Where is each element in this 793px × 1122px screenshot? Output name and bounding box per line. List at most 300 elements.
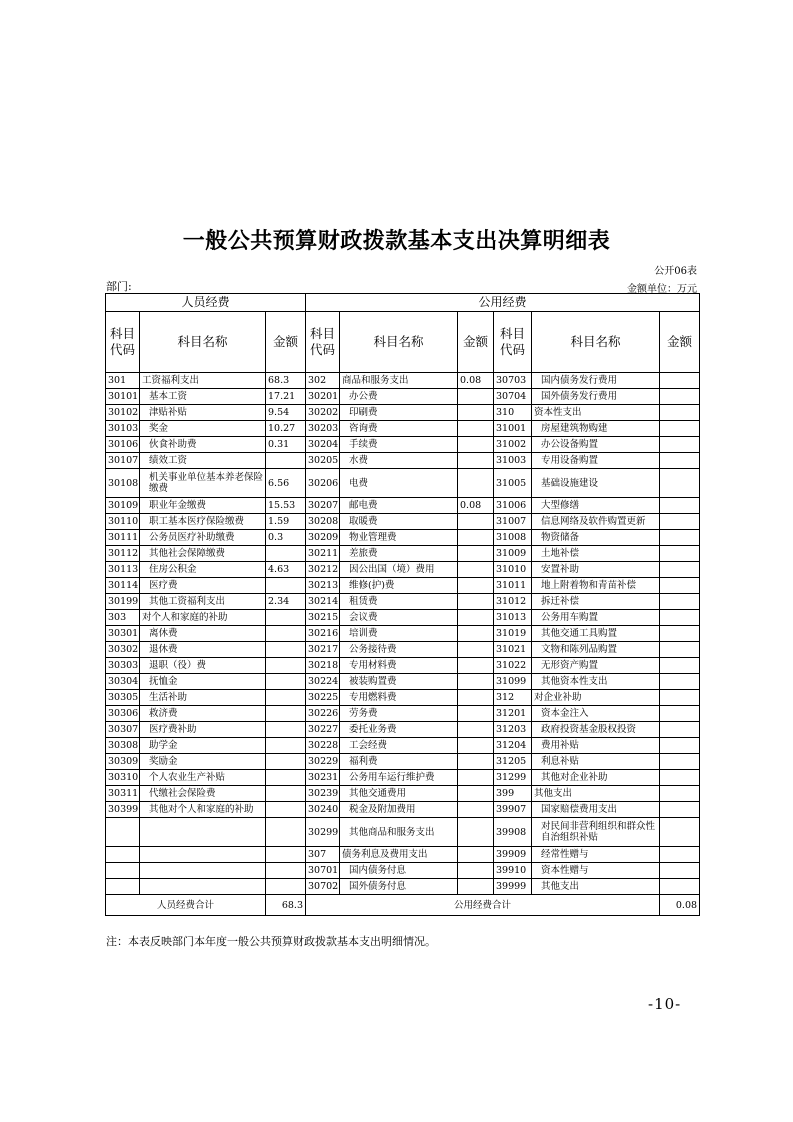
amount-cell: 0.08: [458, 373, 494, 389]
code-cell: 30212: [306, 562, 340, 578]
code-cell: 30704: [494, 389, 532, 405]
code-cell: 31203: [494, 722, 532, 738]
personnel-total-value: 68.3: [266, 895, 306, 916]
code-cell: 31204: [494, 738, 532, 754]
code-cell: 30214: [306, 594, 340, 610]
name-cell: 其他对企业补助: [532, 770, 660, 786]
name-cell: 离休费: [140, 626, 266, 642]
name-cell: 公务接待费: [340, 642, 458, 658]
amount-cell: [660, 786, 700, 802]
code-cell: 30102: [106, 405, 140, 421]
table-row: [106, 642, 700, 658]
amount-cell: [660, 674, 700, 690]
table-row: [106, 546, 700, 562]
table-row: [106, 802, 700, 818]
name-cell: 救济费: [140, 706, 266, 722]
code-cell: 30311: [106, 786, 140, 802]
name-cell: 抚恤金: [140, 674, 266, 690]
amount-cell: [660, 469, 700, 498]
code-cell: 30303: [106, 658, 140, 674]
amount-cell: [458, 754, 494, 770]
amount-cell: [660, 847, 700, 863]
amount-cell: [458, 706, 494, 722]
name-cell: 会议费: [340, 610, 458, 626]
expenditure-detail-table: [105, 293, 700, 916]
name-cell: 邮电费: [340, 498, 458, 514]
amount-cell: [660, 562, 700, 578]
name-cell: 大型修缮: [532, 498, 660, 514]
name-cell: 生活补助: [140, 690, 266, 706]
amount-cell: [266, 626, 306, 642]
code-cell: 30206: [306, 469, 340, 498]
name-cell: [140, 818, 266, 847]
name-cell: 其他商品和服务支出: [340, 818, 458, 847]
code-cell: 31299: [494, 770, 532, 786]
name-cell: 经常性赠与: [532, 847, 660, 863]
code-cell: 39909: [494, 847, 532, 863]
name-cell: 安置补助: [532, 562, 660, 578]
col-header-amount: 金额: [458, 312, 494, 373]
code-cell: 30224: [306, 674, 340, 690]
amount-cell: [660, 389, 700, 405]
code-cell: 31009: [494, 546, 532, 562]
code-cell: 30215: [306, 610, 340, 626]
name-cell: 伙食补助费: [140, 437, 266, 453]
amount-cell: [266, 754, 306, 770]
code-cell: 303: [106, 610, 140, 626]
name-cell: 助学金: [140, 738, 266, 754]
code-cell: 30101: [106, 389, 140, 405]
amount-cell: 4.63: [266, 562, 306, 578]
amount-cell: [458, 610, 494, 626]
name-cell: 印刷费: [340, 405, 458, 421]
code-cell: 30216: [306, 626, 340, 642]
name-cell: 资本性赠与: [532, 863, 660, 879]
table-row: [106, 405, 700, 421]
name-cell: 物业管理费: [340, 530, 458, 546]
public-total-label: 公用经费合计: [306, 895, 660, 916]
code-cell: 31001: [494, 421, 532, 437]
code-cell: 30205: [306, 453, 340, 469]
code-cell: 30306: [106, 706, 140, 722]
amount-cell: 2.34: [266, 594, 306, 610]
name-cell: 公务用车运行维护费: [340, 770, 458, 786]
col-header-amount: 金额: [660, 312, 700, 373]
code-cell: 31201: [494, 706, 532, 722]
table-row: [106, 389, 700, 405]
name-cell: 其他社会保障缴费: [140, 546, 266, 562]
amount-cell: 6.56: [266, 469, 306, 498]
amount-cell: [660, 770, 700, 786]
col-header-code: 科目代码: [306, 312, 340, 373]
table-row: [106, 674, 700, 690]
amount-cell: 9.54: [266, 405, 306, 421]
name-cell: 资本金注入: [532, 706, 660, 722]
amount-cell: [266, 706, 306, 722]
amount-cell: [660, 610, 700, 626]
amount-cell: [458, 578, 494, 594]
code-cell: 30310: [106, 770, 140, 786]
code-cell: 30217: [306, 642, 340, 658]
code-cell: 30304: [106, 674, 140, 690]
name-cell: 其他支出: [532, 879, 660, 895]
name-cell: 利息补贴: [532, 754, 660, 770]
name-cell: 无形资产购置: [532, 658, 660, 674]
name-cell: 对个人和家庭的补助: [140, 610, 266, 626]
name-cell: 拆迁补偿: [532, 594, 660, 610]
amount-cell: 1.59: [266, 514, 306, 530]
amount-cell: [660, 514, 700, 530]
name-cell: 其他支出: [532, 786, 660, 802]
code-cell: 30225: [306, 690, 340, 706]
name-cell: 专用燃料费: [340, 690, 458, 706]
code-cell: 39999: [494, 879, 532, 895]
code-cell: 31205: [494, 754, 532, 770]
name-cell: 税金及附加费用: [340, 802, 458, 818]
name-cell: 国内债务付息: [340, 863, 458, 879]
code-cell: 30703: [494, 373, 532, 389]
code-cell: 31012: [494, 594, 532, 610]
code-cell: 31005: [494, 469, 532, 498]
amount-cell: [458, 389, 494, 405]
page-title: 一般公共预算财政拨款基本支出决算明细表: [182, 229, 611, 254]
name-cell: 租赁费: [340, 594, 458, 610]
name-cell: 职工基本医疗保险缴费: [140, 514, 266, 530]
amount-cell: [660, 421, 700, 437]
name-cell: 取暖费: [340, 514, 458, 530]
code-cell: 30112: [106, 546, 140, 562]
code-cell: 30211: [306, 546, 340, 562]
amount-cell: [458, 594, 494, 610]
name-cell: 退休费: [140, 642, 266, 658]
amount-cell: [458, 674, 494, 690]
amount-cell: [458, 818, 494, 847]
code-cell: 39910: [494, 863, 532, 879]
code-cell: 30307: [106, 722, 140, 738]
table-row: [106, 469, 700, 498]
amount-cell: [458, 421, 494, 437]
name-cell: 住房公积金: [140, 562, 266, 578]
amount-cell: [458, 514, 494, 530]
name-cell: [140, 847, 266, 863]
name-cell: 物资储备: [532, 530, 660, 546]
code-cell: 30113: [106, 562, 140, 578]
code-cell: 30110: [106, 514, 140, 530]
col-header-code: 科目代码: [106, 312, 140, 373]
code-cell: 39908: [494, 818, 532, 847]
name-cell: 资本性支出: [532, 405, 660, 421]
amount-cell: [266, 674, 306, 690]
code-cell: [106, 863, 140, 879]
code-cell: 31019: [494, 626, 532, 642]
amount-cell: [458, 469, 494, 498]
name-cell: 费用补贴: [532, 738, 660, 754]
amount-cell: [660, 754, 700, 770]
name-cell: 其他交通工具购置: [532, 626, 660, 642]
code-cell: 31010: [494, 562, 532, 578]
name-cell: 个人农业生产补贴: [140, 770, 266, 786]
code-cell: 30305: [106, 690, 140, 706]
name-cell: 其他交通费用: [340, 786, 458, 802]
code-cell: 30207: [306, 498, 340, 514]
amount-cell: [266, 770, 306, 786]
code-cell: 30107: [106, 453, 140, 469]
amount-cell: [660, 437, 700, 453]
amount-cell: [266, 658, 306, 674]
amount-cell: [266, 453, 306, 469]
personnel-total-label: 人员经费合计: [106, 895, 266, 916]
amount-cell: 0.08: [458, 498, 494, 514]
code-cell: 31099: [494, 674, 532, 690]
name-cell: 委托业务费: [340, 722, 458, 738]
name-cell: 国家赔偿费用支出: [532, 802, 660, 818]
name-cell: 办公费: [340, 389, 458, 405]
amount-cell: [458, 690, 494, 706]
amount-cell: [266, 818, 306, 847]
code-cell: 31011: [494, 578, 532, 594]
code-cell: 302: [306, 373, 340, 389]
table-row: [106, 594, 700, 610]
amount-cell: [660, 738, 700, 754]
amount-cell: [266, 690, 306, 706]
code-cell: 30240: [306, 802, 340, 818]
table-row: [106, 373, 700, 389]
code-cell: 30239: [306, 786, 340, 802]
amount-cell: [660, 405, 700, 421]
name-cell: 奖金: [140, 421, 266, 437]
name-cell: 对企业补助: [532, 690, 660, 706]
name-cell: 商品和服务支出: [340, 373, 458, 389]
name-cell: 绩效工资: [140, 453, 266, 469]
amount-cell: 0.3: [266, 530, 306, 546]
name-cell: 电费: [340, 469, 458, 498]
amount-cell: [660, 594, 700, 610]
name-cell: [140, 863, 266, 879]
form-number: 公开06表: [654, 266, 697, 277]
code-cell: 310: [494, 405, 532, 421]
amount-cell: [458, 879, 494, 895]
name-cell: 差旅费: [340, 546, 458, 562]
code-cell: 30227: [306, 722, 340, 738]
amount-cell: [458, 546, 494, 562]
code-cell: 30702: [306, 879, 340, 895]
name-cell: 基本工资: [140, 389, 266, 405]
name-cell: 文物和陈列品购置: [532, 642, 660, 658]
col-header-amount: 金额: [266, 312, 306, 373]
amount-cell: [458, 642, 494, 658]
amount-cell: [660, 706, 700, 722]
name-cell: 机关事业单位基本养老保险缴费: [140, 469, 266, 498]
code-cell: 31007: [494, 514, 532, 530]
name-cell: 国外债务付息: [340, 879, 458, 895]
amount-cell: 15.53: [266, 498, 306, 514]
table-row: [106, 722, 700, 738]
amount-cell: [458, 738, 494, 754]
table-row: [106, 610, 700, 626]
amount-cell: [266, 847, 306, 863]
table-row: [106, 738, 700, 754]
table-row: [106, 690, 700, 706]
amount-cell: [660, 863, 700, 879]
amount-cell: [458, 770, 494, 786]
amount-cell: [458, 626, 494, 642]
amount-cell: 10.27: [266, 421, 306, 437]
name-cell: 被装购置费: [340, 674, 458, 690]
code-cell: 399: [494, 786, 532, 802]
amount-cell: [660, 373, 700, 389]
department-label: 部门:: [106, 280, 132, 293]
name-cell: 其他工资福利支出: [140, 594, 266, 610]
table-row: [106, 530, 700, 546]
code-cell: 30108: [106, 469, 140, 498]
name-cell: 培训费: [340, 626, 458, 642]
code-cell: 30201: [306, 389, 340, 405]
table-row: [106, 437, 700, 453]
amount-cell: [458, 453, 494, 469]
table-row: [106, 706, 700, 722]
name-cell: 对民间非营利组织和群众性自治组织补贴: [532, 818, 660, 847]
name-cell: 其他资本性支出: [532, 674, 660, 690]
code-cell: 30204: [306, 437, 340, 453]
table-row: [106, 847, 700, 863]
name-cell: 房屋建筑物购建: [532, 421, 660, 437]
table-note: 注：本表反映部门本年度一般公共预算财政拨款基本支出明细情况。: [106, 935, 436, 948]
amount-cell: [660, 818, 700, 847]
code-cell: [106, 818, 140, 847]
personnel-group-header: 人员经费: [106, 294, 306, 312]
name-cell: 专用材料费: [340, 658, 458, 674]
amount-cell: [458, 437, 494, 453]
name-cell: 医疗费补助: [140, 722, 266, 738]
name-cell: 公务用车购置: [532, 610, 660, 626]
amount-cell: [660, 498, 700, 514]
code-cell: [106, 847, 140, 863]
code-cell: 30111: [106, 530, 140, 546]
name-cell: 代缴社会保险费: [140, 786, 266, 802]
code-cell: 31021: [494, 642, 532, 658]
name-cell: 维修(护)费: [340, 578, 458, 594]
amount-cell: [266, 722, 306, 738]
name-cell: 专用设备购置: [532, 453, 660, 469]
code-cell: 31022: [494, 658, 532, 674]
code-cell: 30399: [106, 802, 140, 818]
name-cell: 公务员医疗补助缴费: [140, 530, 266, 546]
name-cell: 国内债务发行费用: [532, 373, 660, 389]
amount-cell: [458, 786, 494, 802]
amount-cell: 17.21: [266, 389, 306, 405]
page-number: -10-: [648, 995, 682, 1013]
code-cell: 30199: [106, 594, 140, 610]
amount-cell: 68.3: [266, 373, 306, 389]
amount-cell: [660, 879, 700, 895]
name-cell: 债务利息及费用支出: [340, 847, 458, 863]
amount-cell: [660, 642, 700, 658]
code-cell: 30302: [106, 642, 140, 658]
amount-cell: [660, 626, 700, 642]
amount-cell: [266, 738, 306, 754]
table-row: [106, 879, 700, 895]
amount-cell: [458, 802, 494, 818]
table-row: [106, 562, 700, 578]
amount-cell: [266, 546, 306, 562]
name-cell: 咨询费: [340, 421, 458, 437]
table-row: [106, 421, 700, 437]
table-row: [106, 754, 700, 770]
amount-cell: 0.31: [266, 437, 306, 453]
name-cell: 其他对个人和家庭的补助: [140, 802, 266, 818]
public-group-header: 公用经费: [306, 294, 700, 312]
code-cell: 30301: [106, 626, 140, 642]
code-cell: 30213: [306, 578, 340, 594]
name-cell: 工资福利支出: [140, 373, 266, 389]
amount-cell: [458, 405, 494, 421]
code-cell: 31002: [494, 437, 532, 453]
name-cell: 津贴补贴: [140, 405, 266, 421]
code-cell: 30208: [306, 514, 340, 530]
code-cell: 31008: [494, 530, 532, 546]
table-row: [106, 863, 700, 879]
name-cell: 因公出国（境）费用: [340, 562, 458, 578]
amount-cell: [660, 802, 700, 818]
code-cell: 30701: [306, 863, 340, 879]
amount-cell: [458, 863, 494, 879]
code-cell: 39907: [494, 802, 532, 818]
amount-cell: [266, 802, 306, 818]
col-header-name: 科目名称: [140, 312, 266, 373]
code-cell: 30231: [306, 770, 340, 786]
amount-cell: [458, 530, 494, 546]
code-cell: 30299: [306, 818, 340, 847]
name-cell: [140, 879, 266, 895]
code-cell: 31003: [494, 453, 532, 469]
code-cell: 301: [106, 373, 140, 389]
amount-cell: [458, 722, 494, 738]
code-cell: 30106: [106, 437, 140, 453]
code-cell: 30228: [306, 738, 340, 754]
amount-cell: [266, 863, 306, 879]
table-row: [106, 818, 700, 847]
name-cell: 退职（役）费: [140, 658, 266, 674]
amount-cell: [458, 847, 494, 863]
code-cell: 307: [306, 847, 340, 863]
amount-cell: [660, 578, 700, 594]
code-cell: 30226: [306, 706, 340, 722]
amount-cell: [660, 530, 700, 546]
code-cell: 30114: [106, 578, 140, 594]
name-cell: 工会经费: [340, 738, 458, 754]
code-cell: 30218: [306, 658, 340, 674]
name-cell: 医疗费: [140, 578, 266, 594]
name-cell: 手续费: [340, 437, 458, 453]
table-row: [106, 498, 700, 514]
amount-cell: [458, 562, 494, 578]
table-row: [106, 786, 700, 802]
table-row: [106, 770, 700, 786]
name-cell: 职业年金缴费: [140, 498, 266, 514]
name-cell: 基础设施建设: [532, 469, 660, 498]
amount-cell: [660, 690, 700, 706]
amount-cell: [660, 658, 700, 674]
name-cell: 水费: [340, 453, 458, 469]
name-cell: 地上附着物和青苗补偿: [532, 578, 660, 594]
name-cell: 信息网络及软件购置更新: [532, 514, 660, 530]
code-cell: 30209: [306, 530, 340, 546]
table-row: [106, 626, 700, 642]
amount-cell: [266, 879, 306, 895]
code-cell: 30229: [306, 754, 340, 770]
code-cell: 312: [494, 690, 532, 706]
code-cell: 30308: [106, 738, 140, 754]
